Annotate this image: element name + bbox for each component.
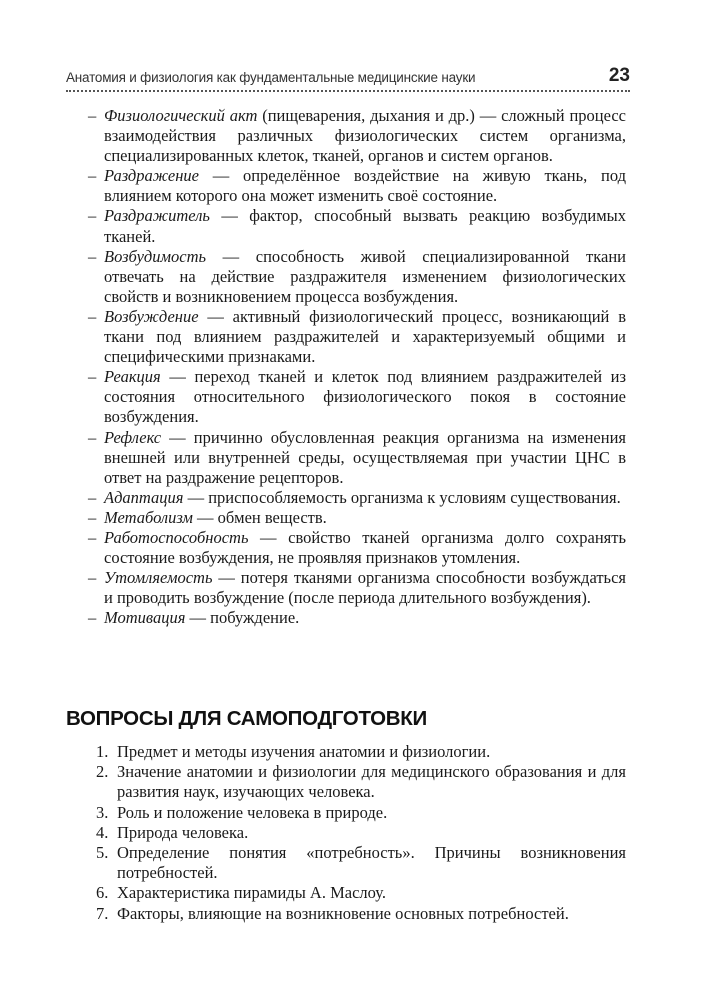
question-item	[96, 903, 626, 924]
list-dash: –	[88, 487, 97, 507]
question-text: Значение анатомии и физиологии для медицинского образования и для развития наук, изучающих человека.	[117, 762, 626, 802]
definition-text: — свойство тканей организма долго сохранять состояние возбуждения, не проявляя признаков утомления.	[104, 527, 626, 568]
question-item	[96, 762, 626, 802]
definition-term: Работоспособность	[104, 527, 249, 547]
definition-text: — побуждение.	[185, 608, 300, 628]
definition-term: Возбудимость	[104, 246, 207, 266]
definition-item	[88, 246, 626, 307]
definition-item	[88, 427, 626, 488]
definition-text: — потеря тканями организма способности возбуждаться и проводить возбуждение (после периода длительного возбуждения).	[104, 568, 626, 608]
question-text: Роль и положение человека в природе.	[117, 802, 388, 822]
list-dash: –	[88, 246, 97, 266]
definition-text: — способность живой специализированной ткани отвечать на действие раздражителя изменением физиологических свойств и возникновением процесса возбуждения.	[104, 246, 626, 306]
definition-item	[88, 507, 626, 528]
question-text: Определение понятия «потребность». Причины возникновения потребностей.	[117, 843, 626, 883]
running-header-title: Анатомия и физиология как фундаментальные медицинские науки	[66, 70, 476, 85]
definition-term: Реакция	[104, 367, 161, 387]
definition-term: Физиологический акт	[104, 106, 258, 125]
list-dash: –	[88, 306, 97, 326]
question-item	[96, 822, 626, 843]
question-number: 3.	[96, 802, 109, 822]
definition-text: — причинно обусловленная реакция организма на изменения внешней или внутренней среды, осуществляемая при участии ЦНС в ответ на раздражение рецепторов.	[104, 427, 626, 487]
list-dash: –	[88, 608, 97, 628]
question-item	[96, 742, 626, 762]
list-dash: –	[88, 206, 97, 226]
definition-text: — определённое воздействие на живую ткань, под влиянием которого она может изменить своё состояние.	[104, 166, 626, 206]
definition-text: — переход тканей и клеток под влиянием раздражителей из состояния относительного физиологического покоя в состояние возбуждения.	[104, 367, 626, 427]
question-text: Факторы, влияющие на возникновение основных потребностей.	[117, 903, 569, 923]
question-number: 4.	[96, 822, 109, 842]
definition-term: Раздражение	[104, 166, 199, 186]
question-text: Предмет и методы изучения анатомии и физиологии.	[117, 742, 491, 761]
question-text: Характеристика пирамиды А. Маслоу.	[117, 883, 386, 903]
question-text: Природа человека.	[117, 822, 249, 842]
question-item	[96, 883, 626, 903]
question-number: 5.	[96, 843, 109, 863]
definition-item	[88, 106, 626, 166]
definition-item	[88, 608, 626, 628]
definition-term: Адаптация	[104, 487, 184, 507]
definition-term: Мотивация	[104, 608, 186, 628]
question-item	[96, 802, 626, 823]
definition-item	[88, 568, 626, 608]
list-dash: –	[88, 568, 97, 588]
page-number: 23	[608, 65, 630, 86]
list-dash: –	[88, 507, 97, 527]
definition-term: Метаболизм	[104, 507, 193, 527]
definition-term: Раздражитель	[104, 206, 210, 226]
question-number: 1.	[96, 742, 109, 761]
list-dash: –	[88, 367, 97, 387]
definition-item	[88, 306, 626, 367]
definition-text: — приспособляемость организма к условиям существования.	[183, 487, 621, 507]
definition-item	[88, 367, 626, 427]
definitions-list	[88, 106, 626, 628]
questions-list	[96, 742, 626, 924]
list-dash: –	[88, 427, 97, 447]
definition-item	[88, 166, 626, 206]
question-item	[96, 843, 626, 883]
question-number: 2.	[96, 762, 109, 782]
definition-term: Утомляемость	[104, 568, 213, 588]
definition-text: (пищеварения, дыхания и др.) — сложный процесс взаимодействия различных физиологических систем организма, специализированных клеток, тканей, органов и систем органов.	[104, 106, 626, 166]
definition-item	[88, 487, 626, 508]
definition-item	[88, 206, 626, 246]
definition-item	[88, 527, 626, 568]
list-dash: –	[88, 166, 97, 186]
section-heading: ВОПРОСЫ ДЛЯ САМОПОДГОТОВКИ	[66, 707, 427, 730]
question-number: 7.	[96, 903, 109, 923]
definition-text: — обмен веществ.	[192, 507, 327, 527]
running-header	[66, 64, 630, 92]
definition-text: — фактор, способный вызвать реакцию возбудимых тканей.	[104, 206, 626, 246]
list-dash: –	[88, 106, 97, 125]
list-dash: –	[88, 527, 97, 547]
definition-text: — активный физиологический процесс, возникающий в ткани под влиянием раздражителей и характеризуемый общими и специфическими признаками.	[104, 306, 626, 367]
definition-term: Возбуждение	[104, 306, 199, 326]
definition-term: Рефлекс	[104, 427, 162, 447]
question-number: 6.	[96, 883, 109, 903]
